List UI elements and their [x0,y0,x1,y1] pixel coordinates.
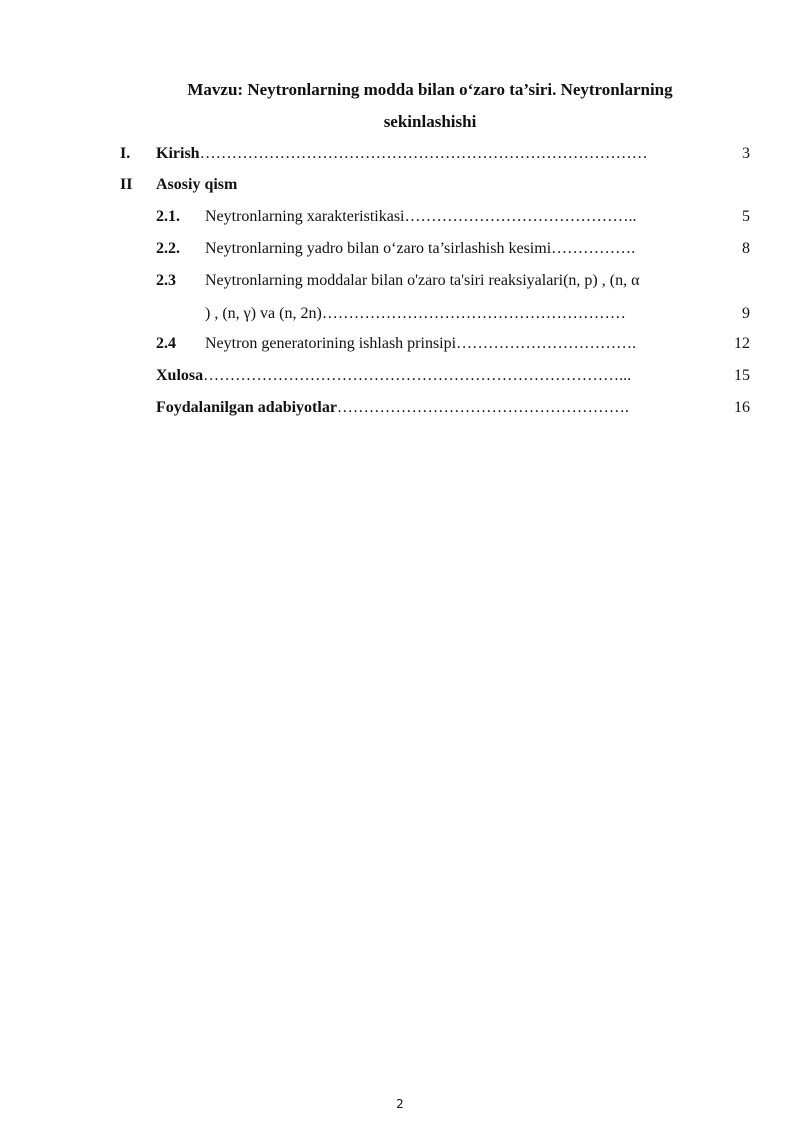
toc-page: 16 [734,399,750,416]
toc-number: II [120,176,133,193]
toc-leader-dots: …………………………………….. [404,208,637,225]
toc-page: 3 [742,145,750,162]
toc-label: Kirish [156,145,200,162]
toc-leader-dots: ………………………………………………… [321,305,626,322]
toc-label: Foydalanilgan adabiyotlar [156,399,337,416]
page-number: 2 [396,1097,404,1111]
title-line-2: sekinlashishi [383,112,477,131]
toc-page: 9 [742,305,750,322]
toc-label-line-2: ) , (n, γ) va (n, 2n) [205,305,322,322]
toc-page: 5 [742,208,750,225]
toc-label: Neytronlarning xarakteristikasi [205,208,405,225]
toc-label: Xulosa [156,367,204,384]
toc-number: 2.1. [156,208,180,225]
toc-leader-dots: ………………………………………………. [336,399,629,416]
toc-number: 2.4 [156,335,176,352]
toc-page: 8 [742,240,750,257]
toc-leader-dots: ………………………………………………………………………… [199,145,648,162]
toc-label-line-1: Neytronlarning moddalar bilan o'zaro ta'siri reaksiyalari(n, p) , (n, α [205,272,640,289]
toc-page: 12 [734,335,750,352]
toc-leader-dots: ……………. [551,240,636,257]
toc-label: Neytron generatorining ishlash prinsipi [205,335,457,352]
toc-leader-dots: ……………………………. [456,335,637,352]
title-line-1: Mavzu: Neytronlarning modda bilan o‘zaro ta’siri. Neytronlarning [187,80,673,99]
toc-number: 2.2. [156,240,180,257]
toc-label: Neytronlarning yadro bilan o‘zaro ta’sirlashish kesimi [205,240,552,257]
document-title [120,74,740,138]
toc-leader-dots: ……………………………………………………………………... [203,367,632,384]
toc-number: I. [120,145,131,162]
toc-page: 15 [734,367,750,384]
toc-number: 2.3 [156,272,176,289]
toc-label: Asosiy qism [156,176,238,193]
